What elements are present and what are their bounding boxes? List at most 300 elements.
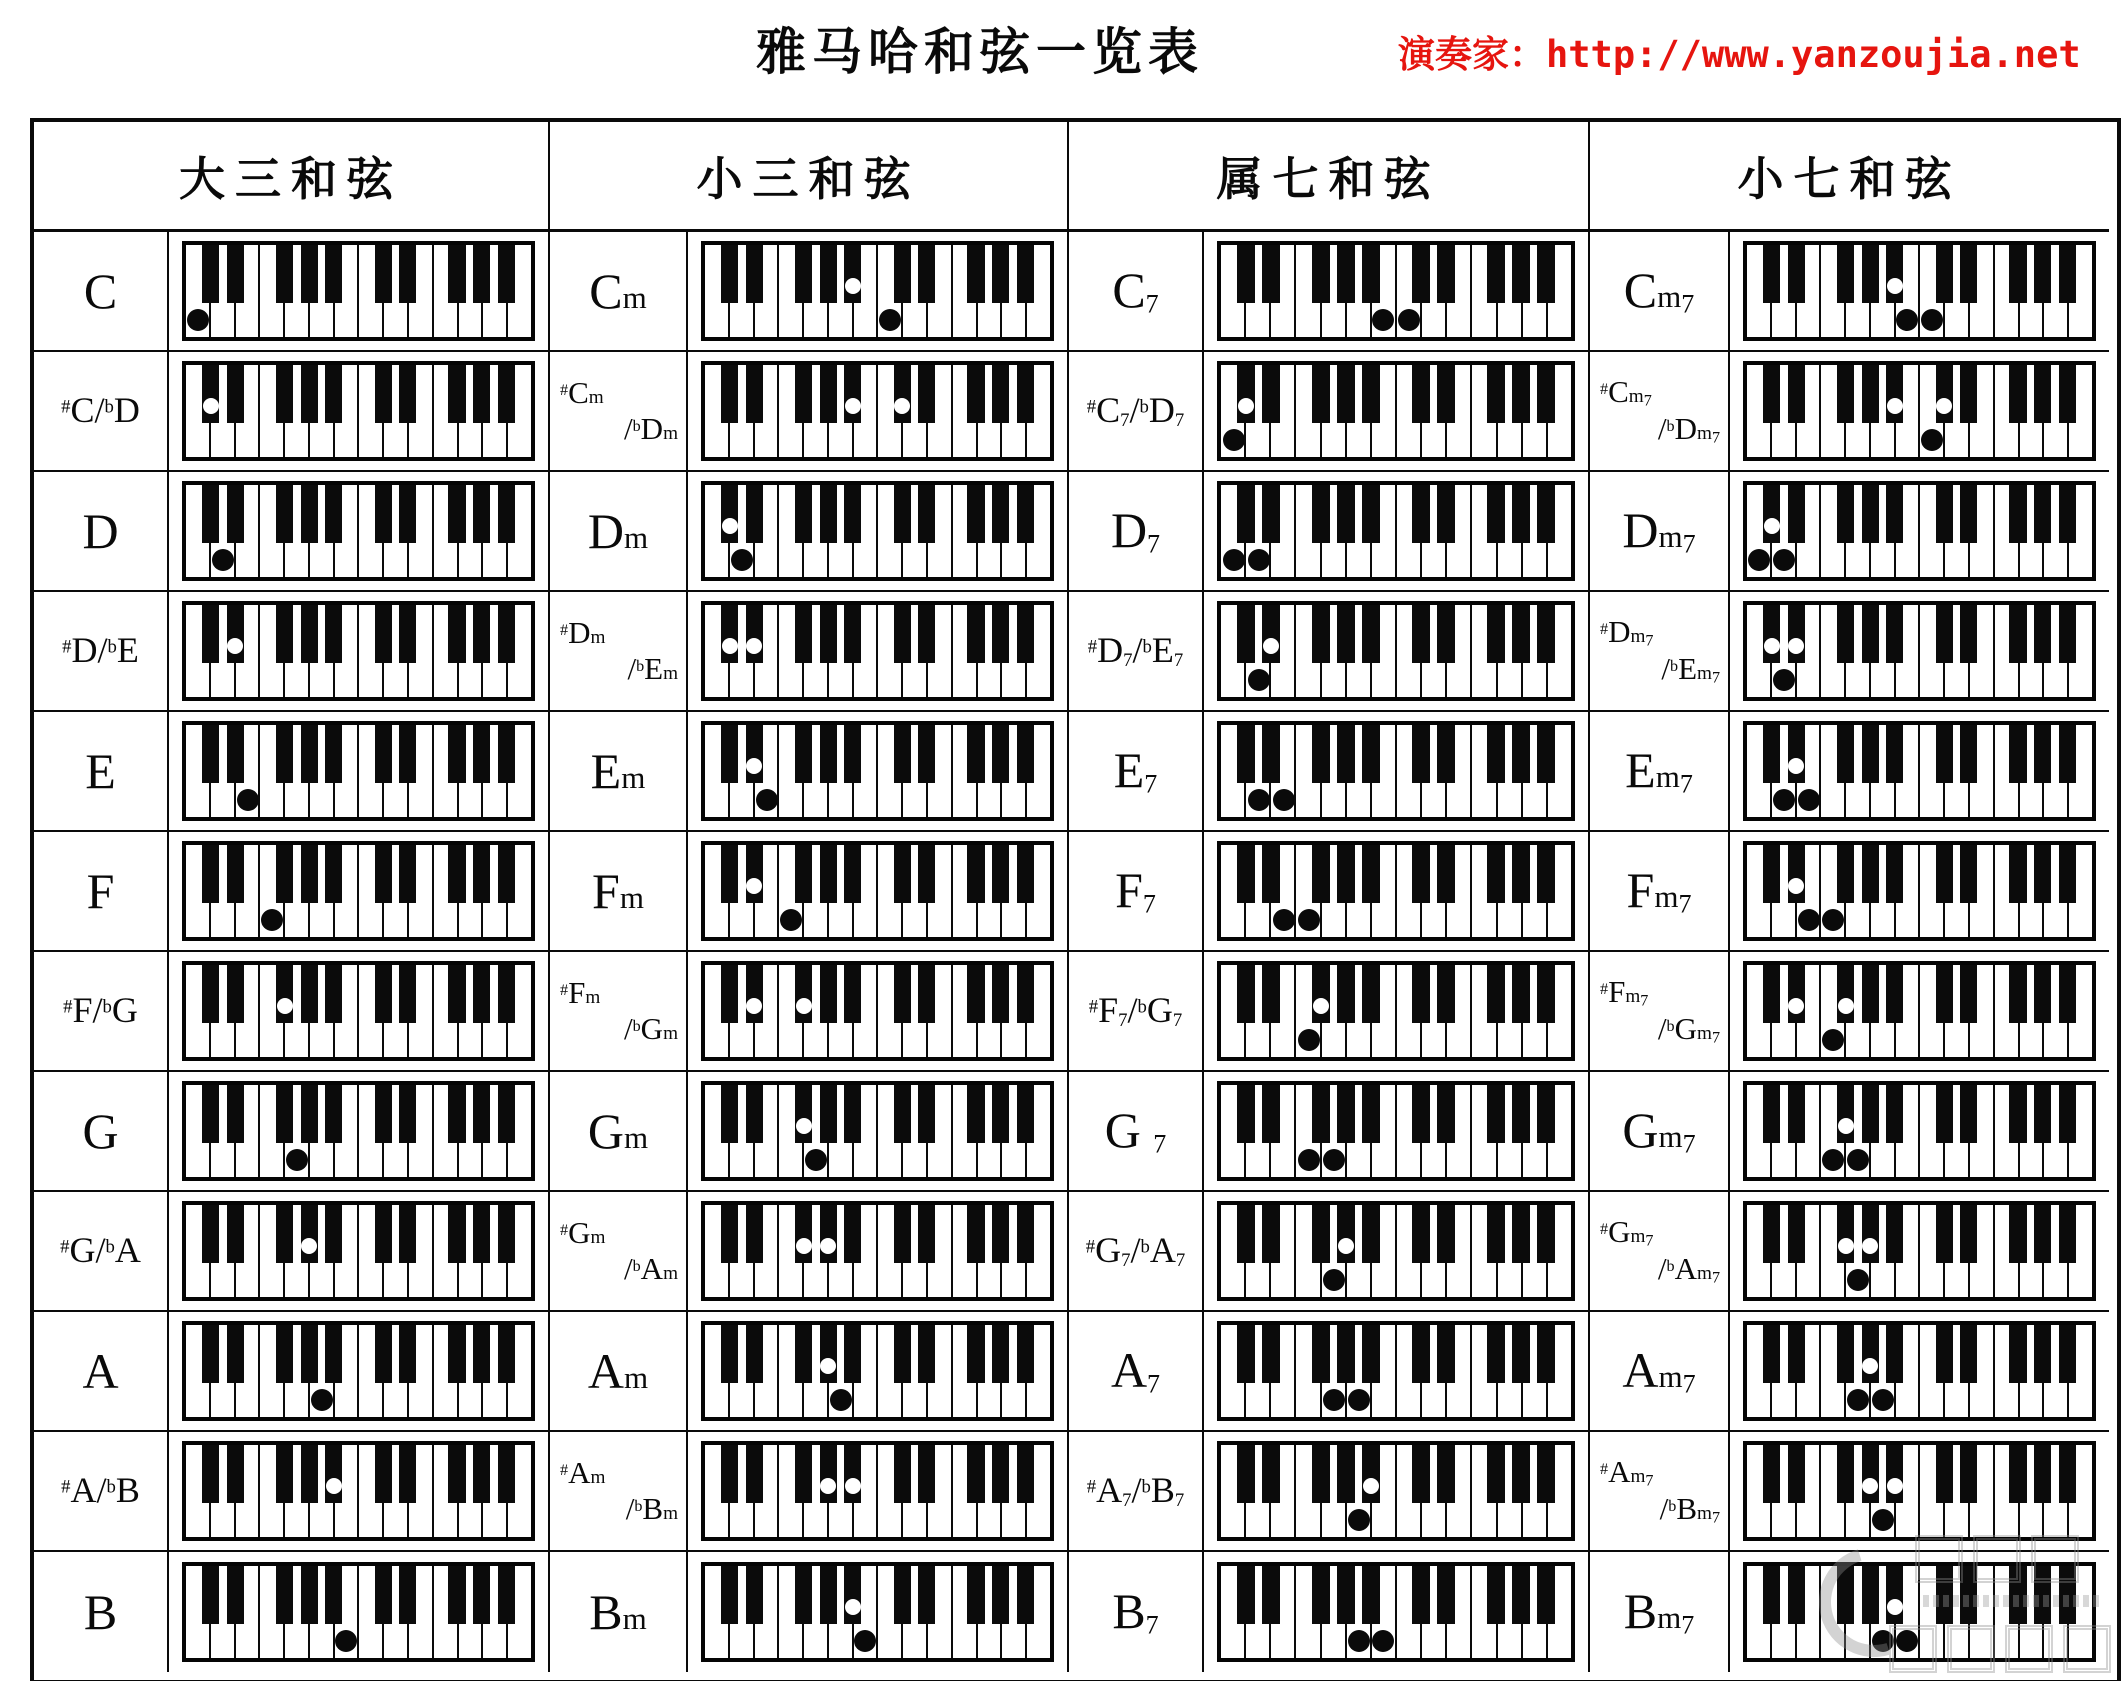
black-key [202, 965, 219, 1023]
chord-label-major [34, 352, 169, 472]
black-key [894, 485, 911, 543]
keyboard-diagram [1217, 601, 1575, 701]
black-key [473, 605, 490, 663]
black-key [276, 845, 293, 903]
chord-label-major [34, 1312, 169, 1432]
chord-dot-on-white-key [1896, 1630, 1918, 1652]
chord-label-line: Cm [589, 262, 647, 319]
black-key [2009, 965, 2026, 1023]
black-key [992, 485, 1009, 543]
black-key [202, 1085, 219, 1143]
chord-label-line: $Gm_7$ [1622, 1101, 1696, 1159]
chord-dot-on-black-key [1263, 638, 1279, 654]
black-key [1936, 605, 1953, 663]
chord-label-major [34, 952, 169, 1072]
black-key [1337, 365, 1355, 423]
black-key [1960, 1566, 1977, 1624]
keyboard-diagram [1217, 1321, 1575, 1421]
chord-label-dom7 [1069, 352, 1204, 472]
black-key [473, 1445, 490, 1503]
black-key [1886, 1085, 1903, 1143]
black-key [746, 965, 763, 1023]
chord-label-min7 [1590, 472, 1730, 592]
black-key [1512, 1085, 1530, 1143]
black-key [918, 1566, 935, 1624]
black-key [227, 1325, 244, 1383]
black-key [746, 725, 763, 783]
black-key [1487, 965, 1505, 1023]
black-key [820, 1085, 837, 1143]
black-key [399, 845, 416, 903]
black-key [795, 485, 812, 543]
black-key [918, 1205, 935, 1263]
black-key [2059, 725, 2076, 783]
keyboard-diagram [701, 481, 1054, 581]
black-key [721, 1445, 738, 1503]
black-key [746, 485, 763, 543]
keyboard-cell-major [169, 952, 550, 1072]
black-key [2059, 485, 2076, 543]
black-key [1312, 845, 1330, 903]
black-key [1262, 965, 1280, 1023]
black-key [721, 245, 738, 303]
black-key [325, 245, 342, 303]
chord-dot-on-white-key [1323, 1389, 1345, 1411]
chord-label-line: $Em_7$ [1625, 741, 1693, 799]
chord-label-min7 [1590, 352, 1730, 472]
black-key [918, 245, 935, 303]
black-key [498, 605, 515, 663]
black-key [1837, 965, 1854, 1023]
keyboard-diagram [1743, 841, 2096, 941]
chord-dot-on-black-key [845, 1478, 861, 1494]
black-key [498, 725, 515, 783]
chord-dot-on-black-key [1363, 1478, 1379, 1494]
black-key [894, 725, 911, 783]
black-key [1537, 725, 1555, 783]
chord-dot-on-black-key [1887, 1599, 1903, 1615]
black-key [1862, 365, 1879, 423]
black-key [967, 245, 984, 303]
black-key [1237, 605, 1255, 663]
black-key [1788, 965, 1805, 1023]
chord-label-line: #F/$^b$G [63, 990, 138, 1031]
chord-label-min7 [1590, 1192, 1730, 1312]
black-key [1437, 485, 1455, 543]
chord-label-min7 [1590, 712, 1730, 832]
chord-dot-on-white-key [1323, 1149, 1345, 1171]
chord-label-minor [550, 712, 688, 832]
keyboard-diagram [701, 1081, 1054, 1181]
chord-dot-on-white-key [731, 549, 753, 571]
black-key [448, 965, 465, 1023]
keyboard-cell-dom7 [1204, 712, 1590, 832]
black-key [1936, 845, 1953, 903]
black-key [967, 1445, 984, 1503]
black-key [1412, 365, 1430, 423]
keyboard-diagram [701, 961, 1054, 1061]
black-key [1262, 845, 1280, 903]
keyboard-cell-min7 [1730, 352, 2109, 472]
black-key [2009, 365, 2026, 423]
keyboard-cell-dom7 [1204, 232, 1590, 352]
chord-dot-on-white-key [1847, 1149, 1869, 1171]
black-key [1362, 725, 1380, 783]
black-key [498, 485, 515, 543]
keyboard-cell-min7 [1730, 1312, 2109, 1432]
black-key [2034, 1325, 2051, 1383]
black-key [918, 1085, 935, 1143]
black-key [1312, 1205, 1330, 1263]
chord-dot-on-black-key [1238, 398, 1254, 414]
black-key [918, 485, 935, 543]
keyboard-cell-min7 [1730, 712, 2109, 832]
black-key [1262, 365, 1280, 423]
chord-dot-on-black-key [746, 758, 762, 774]
black-key [1437, 965, 1455, 1023]
black-key [202, 245, 219, 303]
keyboard-diagram [1743, 361, 2096, 461]
black-key [2059, 1205, 2076, 1263]
black-key [1837, 1566, 1854, 1624]
black-key [2059, 1325, 2076, 1383]
black-key [202, 845, 219, 903]
keyboard-diagram [1217, 1562, 1575, 1662]
black-key [2034, 605, 2051, 663]
keyboard-cell-minor [688, 1552, 1069, 1672]
black-key [1362, 1325, 1380, 1383]
black-key [399, 1445, 416, 1503]
chord-label-line: /$^b$Em [627, 651, 678, 686]
black-key [301, 605, 318, 663]
black-key [1512, 965, 1530, 1023]
black-key [1512, 1205, 1530, 1263]
black-key [1237, 965, 1255, 1023]
keyboard-diagram [1743, 1201, 2096, 1301]
keyboard-cell-major [169, 832, 550, 952]
black-key [795, 365, 812, 423]
keyboard-cell-minor [688, 832, 1069, 952]
chord-dot-on-white-key [1822, 909, 1844, 931]
black-key [375, 845, 392, 903]
chord-label-major [34, 592, 169, 712]
black-key [1487, 1445, 1505, 1503]
black-key [1960, 485, 1977, 543]
black-key [894, 1205, 911, 1263]
black-key [1936, 1445, 1953, 1503]
keyboard-cell-dom7 [1204, 352, 1590, 472]
black-key [1886, 1445, 1903, 1503]
keyboard-cell-dom7 [1204, 592, 1590, 712]
black-key [1936, 1085, 1953, 1143]
black-key [473, 485, 490, 543]
black-key [375, 245, 392, 303]
black-key [1788, 725, 1805, 783]
chord-table [30, 118, 2121, 1681]
black-key [1886, 605, 1903, 663]
chord-dot-on-white-key [187, 309, 209, 331]
black-key [1862, 845, 1879, 903]
black-key [1312, 1085, 1330, 1143]
black-key [918, 1325, 935, 1383]
black-key [276, 725, 293, 783]
black-key [1437, 1325, 1455, 1383]
black-key [1487, 1566, 1505, 1624]
black-key [918, 965, 935, 1023]
black-key [1512, 1445, 1530, 1503]
chord-dot-on-black-key [820, 1478, 836, 1494]
black-key [448, 365, 465, 423]
chord-dot-on-white-key [780, 909, 802, 931]
black-key [1312, 1325, 1330, 1383]
black-key [1262, 1205, 1280, 1263]
chord-label-major [34, 1072, 169, 1192]
keyboard-diagram [1743, 1321, 2096, 1421]
header-dominant-7th: 属七和弦 [1069, 122, 1590, 232]
black-key [227, 245, 244, 303]
black-key [448, 485, 465, 543]
keyboard-cell-major [169, 1312, 550, 1432]
black-key [1487, 725, 1505, 783]
black-key [820, 1205, 837, 1263]
black-key [301, 1325, 318, 1383]
keyboard-cell-min7 [1730, 952, 2109, 1072]
black-key [795, 1566, 812, 1624]
chord-label-dom7 [1069, 1072, 1204, 1192]
black-key [227, 1445, 244, 1503]
black-key [1412, 605, 1430, 663]
chord-label-minor [550, 592, 688, 712]
chord-dot-on-black-key [1936, 398, 1952, 414]
black-key [498, 1325, 515, 1383]
chord-dot-on-black-key [1887, 398, 1903, 414]
black-key [473, 845, 490, 903]
black-key [1412, 245, 1430, 303]
black-key [1017, 605, 1034, 663]
chord-dot-on-black-key [1838, 998, 1854, 1014]
chord-dot-on-black-key [746, 638, 762, 654]
black-key [375, 725, 392, 783]
black-key [1763, 1325, 1780, 1383]
chord-dot-on-black-key [845, 278, 861, 294]
black-key [1312, 365, 1330, 423]
chord-dot-on-white-key [1248, 549, 1270, 571]
black-key [498, 965, 515, 1023]
black-key [992, 965, 1009, 1023]
chord-label-line: #Dm [560, 614, 606, 650]
black-key [202, 1445, 219, 1503]
black-key [1362, 605, 1380, 663]
site-link[interactable] [1398, 24, 2081, 78]
chord-dot-on-white-key [1298, 909, 1320, 931]
chord-label-dom7 [1069, 1552, 1204, 1672]
black-key [2059, 1566, 2076, 1624]
chord-label-line: $^{\#}F_7/^bG_7$ [1088, 989, 1183, 1031]
black-key [1337, 1205, 1355, 1263]
black-key [746, 845, 763, 903]
black-key [1262, 485, 1280, 543]
black-key [301, 965, 318, 1023]
black-key [276, 1566, 293, 1624]
site-link-url[interactable]: http://www.yanzoujia.net [1546, 33, 2081, 76]
black-key [1017, 485, 1034, 543]
black-key [1237, 365, 1255, 423]
black-key [1337, 965, 1355, 1023]
chord-dot-on-white-key [311, 1389, 333, 1411]
chord-label-line: $/^bEm_7$ [1661, 651, 1720, 687]
keyboard-cell-major [169, 472, 550, 592]
black-key [844, 245, 861, 303]
black-key [1537, 1325, 1555, 1383]
black-key [375, 1325, 392, 1383]
black-key [301, 245, 318, 303]
chord-label-line: D [82, 502, 119, 559]
chord-label-line: /$^b$Bm [625, 1491, 678, 1526]
black-key [2034, 1205, 2051, 1263]
keyboard-cell-dom7 [1204, 1192, 1590, 1312]
black-key [1763, 1085, 1780, 1143]
black-key [1837, 365, 1854, 423]
keyboard-cell-minor [688, 1192, 1069, 1312]
black-key [820, 245, 837, 303]
black-key [1886, 485, 1903, 543]
black-key [844, 1325, 861, 1383]
black-key [844, 725, 861, 783]
black-key [721, 845, 738, 903]
chord-label-line: C [83, 262, 118, 319]
chord-label-line: $D_7$ [1110, 501, 1161, 559]
black-key [967, 605, 984, 663]
keyboard-diagram [1217, 961, 1575, 1061]
keyboard-cell-major [169, 1192, 550, 1312]
black-key [967, 725, 984, 783]
black-key [2009, 725, 2026, 783]
black-key [1763, 725, 1780, 783]
black-key [1537, 605, 1555, 663]
black-key [448, 1566, 465, 1624]
black-key [325, 365, 342, 423]
chord-dot-on-white-key [1372, 1630, 1394, 1652]
chord-label-minor [550, 1552, 688, 1672]
black-key [992, 605, 1009, 663]
black-key [1337, 1566, 1355, 1624]
black-key [2009, 1205, 2026, 1263]
black-key [1788, 485, 1805, 543]
black-key [1237, 1085, 1255, 1143]
keyboard-diagram [701, 721, 1054, 821]
keyboard-cell-major [169, 1432, 550, 1552]
black-key [844, 1566, 861, 1624]
chord-label-line: $/^bGm_7$ [1657, 1011, 1720, 1047]
chord-dot-on-black-key [1788, 878, 1804, 894]
black-key [1237, 1566, 1255, 1624]
black-key [1512, 365, 1530, 423]
black-key [2059, 1445, 2076, 1503]
header-minor-triads: 小三和弦 [550, 122, 1069, 232]
black-key [1788, 605, 1805, 663]
chord-dot-on-white-key [1248, 669, 1270, 691]
black-key [301, 485, 318, 543]
black-key [1537, 365, 1555, 423]
black-key [375, 605, 392, 663]
black-key [992, 1085, 1009, 1143]
chord-label-line: Dm [587, 502, 649, 559]
black-key [375, 485, 392, 543]
black-key [202, 1325, 219, 1383]
black-key [1862, 605, 1879, 663]
black-key [301, 725, 318, 783]
black-key [1437, 725, 1455, 783]
chord-dot-on-white-key [1822, 1029, 1844, 1051]
black-key [1017, 1205, 1034, 1263]
black-key [1960, 965, 1977, 1023]
black-key [992, 1566, 1009, 1624]
chord-label-line: $^{\#}C_7/^bD_7$ [1086, 389, 1185, 431]
black-key [918, 605, 935, 663]
black-key [498, 845, 515, 903]
chord-label-dom7 [1069, 952, 1204, 1072]
black-key [992, 245, 1009, 303]
chord-dot-on-white-key [879, 309, 901, 331]
chord-label-dom7 [1069, 1312, 1204, 1432]
chord-label-major [34, 1192, 169, 1312]
chord-dot-on-black-key [1788, 998, 1804, 1014]
black-key [1262, 1566, 1280, 1624]
keyboard-diagram [182, 1441, 535, 1541]
chord-label-line: $B_7$ [1112, 1582, 1159, 1640]
chord-dot-on-black-key [1862, 1238, 1878, 1254]
chord-label-minor [550, 1072, 688, 1192]
black-key [1362, 965, 1380, 1023]
black-key [1362, 845, 1380, 903]
chord-label-min7 [1590, 832, 1730, 952]
chord-label-major [34, 1432, 169, 1552]
chord-label-min7 [1590, 952, 1730, 1072]
black-key [2034, 245, 2051, 303]
black-key [498, 1566, 515, 1624]
chord-label-line: Em [590, 742, 646, 799]
black-key [1312, 1445, 1330, 1503]
chord-dot-on-white-key [1298, 1149, 1320, 1171]
black-key [375, 1566, 392, 1624]
black-key [721, 605, 738, 663]
black-key [967, 485, 984, 543]
black-key [1537, 965, 1555, 1023]
keyboard-diagram [1217, 1441, 1575, 1541]
chord-dot-on-white-key [1773, 789, 1795, 811]
black-key [2034, 485, 2051, 543]
black-key [746, 605, 763, 663]
black-key [967, 845, 984, 903]
black-key [1837, 845, 1854, 903]
black-key [1337, 1085, 1355, 1143]
black-key [375, 365, 392, 423]
black-key [1862, 1085, 1879, 1143]
black-key [820, 485, 837, 543]
black-key [1886, 1205, 1903, 1263]
chord-label-line: /$^b$Dm [623, 411, 678, 446]
black-key [2059, 365, 2076, 423]
black-key [1237, 845, 1255, 903]
keyboard-cell-min7 [1730, 592, 2109, 712]
black-key [375, 1205, 392, 1263]
chord-label-line: $C_7$ [1112, 261, 1159, 319]
black-key [227, 1566, 244, 1624]
chord-label-line: #A/$^b$B [61, 1470, 140, 1511]
chord-label-line: $Fm_7$ [1626, 861, 1692, 919]
black-key [894, 1445, 911, 1503]
black-key [1487, 845, 1505, 903]
